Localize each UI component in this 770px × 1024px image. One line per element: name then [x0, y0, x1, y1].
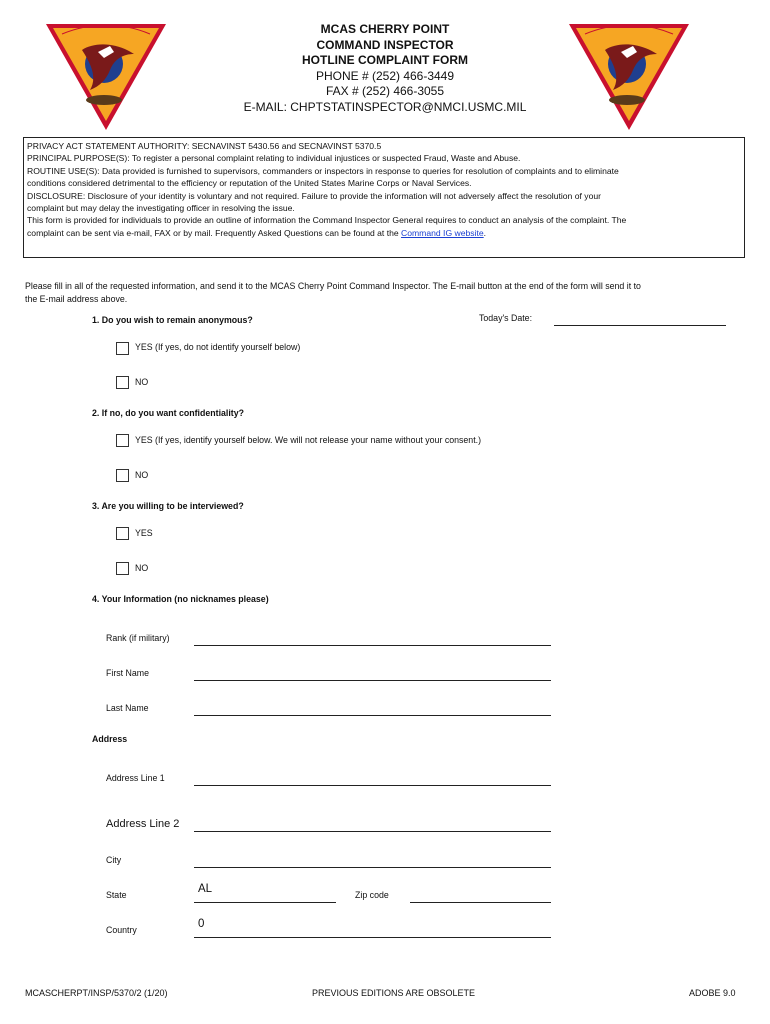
first-name-label: First Name [106, 668, 150, 678]
zip-code-label: Zip code [355, 890, 389, 900]
header-title-line3: HOTLINE COMPLAINT FORM [302, 53, 468, 67]
country-value: 0 [198, 918, 205, 930]
city-label: City [106, 855, 122, 865]
mcas-logo-left-icon [44, 20, 168, 132]
address-line2-label: Address Line 2 [106, 818, 180, 830]
address-line1-label: Address Line 1 [106, 773, 165, 783]
question-interview: 3. Are you willing to be interviewed? [92, 501, 244, 511]
interview-yes-label: YES [135, 528, 153, 538]
anonymous-yes-label: YES (If yes, do not identify yourself below) [135, 342, 301, 352]
privacy-routine-b: conditions considered detrimental to the efficiency or reputation of the United States Marine Corps or Naval Services. [27, 178, 472, 189]
interview-no-checkbox[interactable] [116, 562, 129, 575]
confidentiality-no-label: NO [135, 470, 149, 480]
header-phone: PHONE # (252) 466-3449 [315, 68, 455, 83]
header-email: E-MAIL: CHPTSTATINSPECTOR@NMCI.USMC.MIL [243, 99, 527, 114]
address-line1-field[interactable] [194, 785, 551, 786]
anonymous-no-checkbox[interactable] [116, 376, 129, 389]
form-header [180, 22, 590, 115]
interview-yes-checkbox[interactable] [116, 527, 129, 540]
state-label: State [106, 890, 127, 900]
question-your-information: 4. Your Information (no nicknames please) [92, 594, 269, 604]
rank-field[interactable] [194, 645, 551, 646]
address-heading: Address [92, 734, 128, 744]
question-anonymous: 1. Do you wish to remain anonymous? [92, 315, 253, 325]
first-name-field[interactable] [194, 680, 551, 681]
privacy-authority: PRIVACY ACT STATEMENT AUTHORITY: SECNAVINST 5430.56 and SECNAVINST 5370.5 [27, 141, 382, 151]
state-field[interactable] [194, 902, 336, 903]
address-line2-field[interactable] [194, 831, 551, 832]
privacy-disclosure-a: DISCLOSURE: Disclosure of your identity is voluntary and not required. Failure to provide the information will not adversely affect the resolution of your [27, 190, 601, 201]
command-ig-website-link[interactable]: Command IG website [401, 227, 484, 238]
header-fax: FAX # (252) 466-3055 [325, 84, 445, 98]
privacy-note-end: . [483, 227, 487, 238]
form-number: MCASCHERPT/INSP/5370/2 (1/20) [25, 988, 168, 998]
adobe-version: ADOBE 9.0 [689, 988, 736, 998]
privacy-routine-a: ROUTINE USE(S): Data provided is furnished to supervisors, commanders or inspectors in response to queries for resolution of complaints and to eliminate [27, 165, 619, 176]
privacy-purpose: PRINCIPAL PURPOSE(S): To register a personal complaint relating to individual injustices or suspected Fraud, Waste and Abuse. [27, 153, 521, 164]
privacy-note-b-row [27, 227, 741, 239]
country-field[interactable] [194, 937, 551, 938]
anonymous-yes-checkbox[interactable] [116, 342, 129, 355]
privacy-note-b: complaint can be sent via e-mail, FAX or by mail. Frequently Asked Questions can be found at the [27, 227, 402, 238]
todays-date-label: Today's Date: [479, 313, 533, 323]
instructions [25, 280, 745, 306]
editions-notice: PREVIOUS EDITIONS ARE OBSOLETE [312, 988, 476, 998]
zip-code-field[interactable] [410, 902, 551, 903]
last-name-label: Last Name [106, 703, 149, 713]
state-value: AL [198, 883, 213, 895]
rank-label: Rank (if military) [106, 633, 170, 643]
question-confidentiality: 2. If no, do you want confidentiality? [92, 408, 244, 418]
interview-no-label: NO [135, 563, 149, 573]
confidentiality-yes-label: YES (If yes, identify yourself below. We will not release your name without your consent.) [135, 435, 482, 445]
privacy-note-a: This form is provided for individuals to provide an outline of information the Command Inspector General requires to conduct an analysis of the complaint. The [27, 215, 627, 226]
last-name-field[interactable] [194, 715, 551, 716]
privacy-disclosure-b: complaint but may delay the investigating officer in resolving the issue. [27, 203, 295, 214]
city-field[interactable] [194, 867, 551, 868]
header-title-line1: MCAS CHERRY POINT [320, 22, 450, 36]
confidentiality-yes-checkbox[interactable] [116, 434, 129, 447]
instructions-line2: the E-mail address above. [25, 294, 128, 304]
confidentiality-no-checkbox[interactable] [116, 469, 129, 482]
todays-date-field[interactable] [554, 325, 726, 326]
header-title-line2: COMMAND INSPECTOR [316, 37, 454, 52]
privacy-act-statement [23, 137, 745, 258]
anonymous-no-label: NO [135, 377, 149, 387]
country-label: Country [106, 925, 137, 935]
instructions-line1: Please fill in all of the requested information, and send it to the MCAS Cherry Point Command Inspector. The E-mail button at the end of the form will send it to [25, 281, 641, 291]
